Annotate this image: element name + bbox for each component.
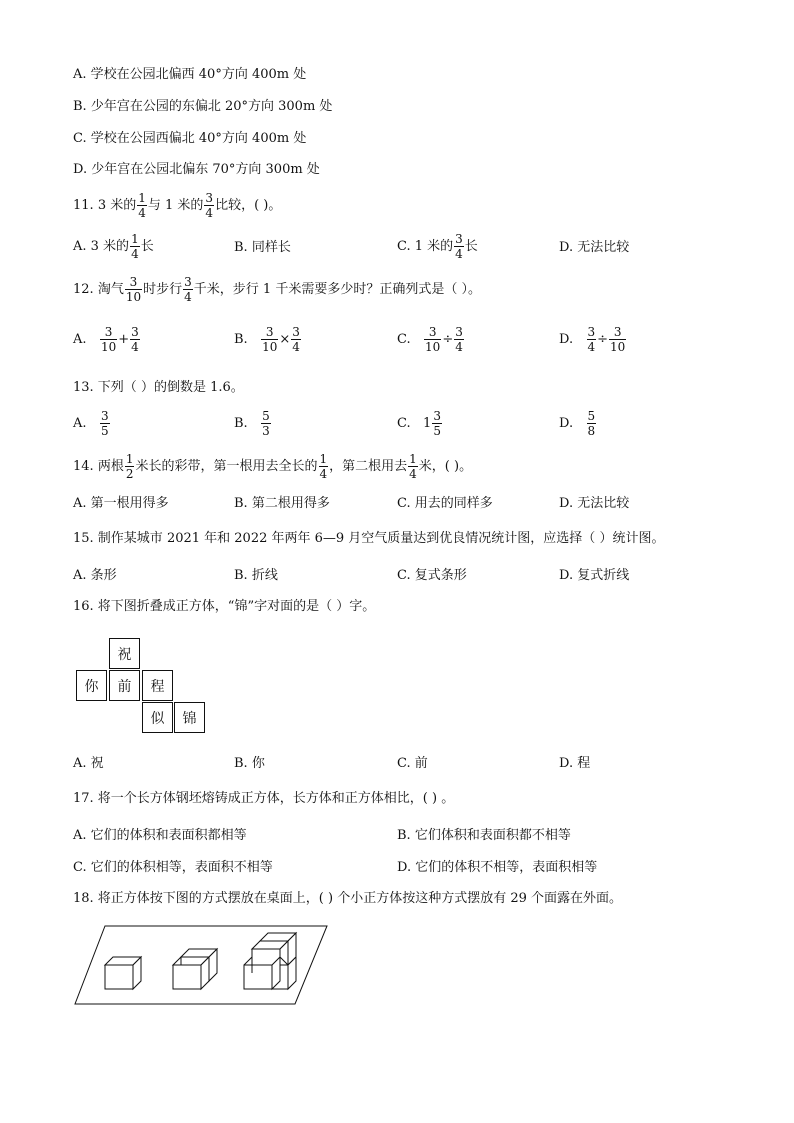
q11-option-a: A. 3 米的 $\frac{1}{4}$ 长 <box>73 232 154 261</box>
q15-option-d: D. 复式折线 <box>559 568 630 583</box>
q15-option-b: B. 折线 <box>234 568 278 583</box>
q10-option-b: B. 少年宫在公园的东偏北 20°方向 300m 处 <box>73 99 333 114</box>
q11-stem: 11. 3 米的 $\frac{1}{4}$ 与 1 米的 $\frac{3}{4}$ 比较，( )。 <box>73 191 282 220</box>
net-cell: 似 <box>142 702 173 733</box>
q11-option-d: D. 无法比较 <box>559 240 630 255</box>
q14-option-b: B. 第二根用得多 <box>234 496 330 511</box>
q14-option-a: A. 第一根用得多 <box>73 496 169 511</box>
fraction: $\frac{3}{4}$ <box>205 191 214 220</box>
q12-stem: 12. 淘气 $\frac{3}{10}$ 时步行 $\frac{3}{4}$ 千米，步行 1 千米需要多少时？正确列式是（ ）。 <box>73 275 481 304</box>
q12-option-c: C. $\frac{3}{10}$ ÷ $\frac{3}{4}$ <box>397 325 463 354</box>
q13-stem: 13. 下列（ ）的倒数是 1.6。 <box>73 380 244 395</box>
q13-option-a: A. $\frac{3}{5}$ <box>73 409 109 438</box>
q16-option-d: D. 程 <box>559 756 591 771</box>
net-cell: 锦 <box>174 702 205 733</box>
q16-option-c: C. 前 <box>397 756 428 771</box>
q13-option-c: C. 1 $\frac{3}{5}$ <box>397 409 441 438</box>
net-cell: 你 <box>76 670 107 701</box>
q10-option-d: D. 少年宫在公园北偏东 70°方向 300m 处 <box>73 162 320 177</box>
q17-stem: 17. 将一个长方体钢坯熔铸成正方体，长方体和正方体相比，( ) 。 <box>73 791 455 806</box>
q14-option-c: C. 用去的同样多 <box>397 496 493 511</box>
q10-option-c: C. 学校在公园西偏北 40°方向 400m 处 <box>73 131 307 146</box>
cube-group-2 <box>173 949 217 989</box>
q15-option-a: A. 条形 <box>73 568 117 583</box>
q17-option-d: D. 它们的体积不相等，表面积相等 <box>397 860 598 875</box>
q11-option-b: B. 同样长 <box>234 240 291 255</box>
q14-stem: 14. 两根 $\frac{1}{2}$ 米长的彩带，第一根用去全长的 $\frac{1}{4}$ ，第二根用去 $\frac{1}{4}$ 米，( )。 <box>73 452 473 481</box>
q10-option-a: A. 学校在公园北偏西 40°方向 400m 处 <box>73 67 307 82</box>
q16-option-b: B. 你 <box>234 756 265 771</box>
q12-option-b: B. $\frac{3}{10}$ × $\frac{3}{4}$ <box>234 325 300 354</box>
net-cell: 程 <box>142 670 173 701</box>
q12-option-a: A. $\frac{3}{10}$ + $\frac{3}{4}$ <box>73 325 139 354</box>
q11-option-c: C. 1 米的 $\frac{3}{4}$ 长 <box>397 232 478 261</box>
q15-stem: 15. 制作某城市 2021 年和 2022 年两年 6—9 月空气质量达到优良情况统计图，应选择（ ）统计图。 <box>73 531 665 546</box>
fraction: $\frac{1}{4}$ <box>138 191 146 220</box>
net-cell: 祝 <box>109 638 140 669</box>
q16-option-a: A. 祝 <box>73 756 104 771</box>
q14-option-d: D. 无法比较 <box>559 496 630 511</box>
q13-option-b: B. $\frac{5}{3}$ <box>234 409 270 438</box>
q18-stem: 18. 将正方体按下图的方式摆放在桌面上，( ) 个小正方体按这种方式摆放有 29 个面露在外面。 <box>73 891 623 906</box>
q15-option-c: C. 复式条形 <box>397 568 467 583</box>
q17-option-b: B. 它们体积和表面积都不相等 <box>397 828 571 843</box>
cube-arrangement-figure <box>70 920 335 1010</box>
net-cell: 前 <box>109 670 140 701</box>
q17-option-a: A. 它们的体积和表面积都相等 <box>73 828 247 843</box>
q12-option-d: D. $\frac{3}{4}$ ÷ $\frac{3}{10}$ <box>559 325 626 354</box>
q16-stem: 16. 将下图折叠成正方体，“锦”字对面的是（ ）字。 <box>73 599 376 614</box>
q17-option-c: C. 它们的体积相等，表面积不相等 <box>73 860 273 875</box>
cube-group-3 <box>244 933 296 989</box>
cube-net <box>76 638 206 734</box>
cube-group-1 <box>105 957 141 989</box>
q13-option-d: D. $\frac{5}{8}$ <box>559 409 596 438</box>
